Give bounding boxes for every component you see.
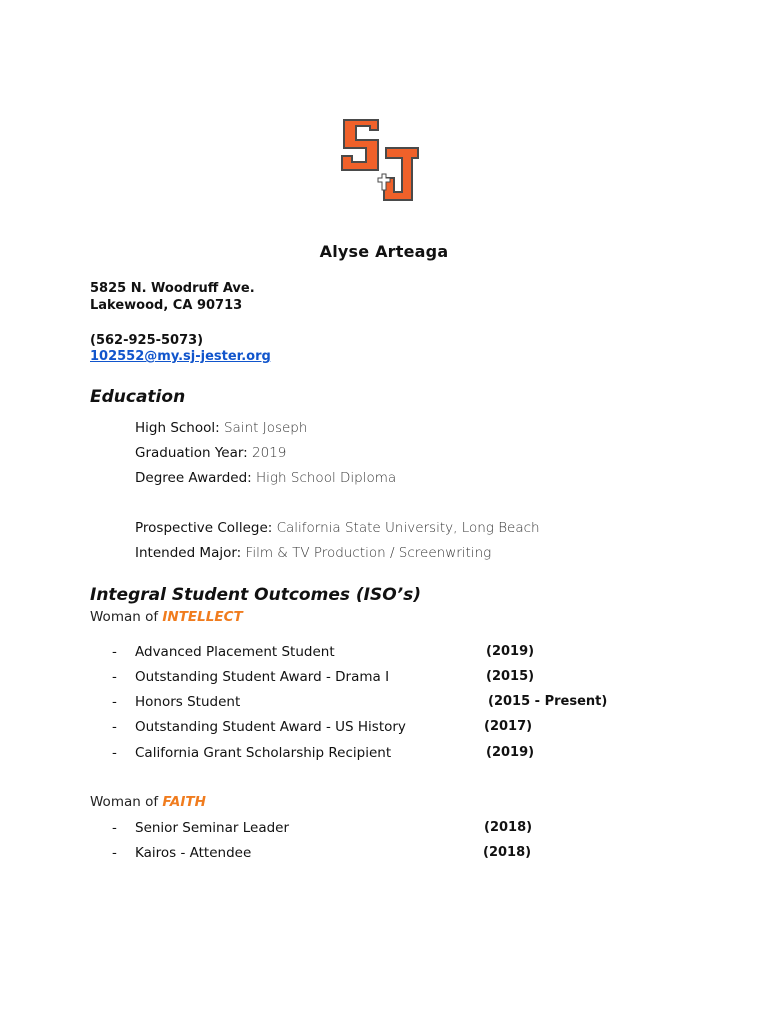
iso-heading: Integral Student Outcomes (ISO’s) (90, 585, 422, 605)
school-logo (312, 98, 454, 234)
email-link[interactable]: 102552@my.sj-jester.org (90, 349, 271, 364)
sj-logo-icon (312, 98, 454, 234)
subheading-prefix: Woman of (90, 794, 163, 810)
item-year: (2019) (486, 745, 535, 760)
item-text: California Grant Scholarship Recipient (135, 745, 392, 761)
item-year: (2015 - Present) (488, 694, 608, 709)
field-label: Prospective College: (135, 520, 273, 536)
bullet-dash: - (112, 719, 117, 735)
item-year: (2018) (484, 820, 533, 835)
bullet-dash: - (112, 669, 117, 685)
bullet-dash: - (112, 745, 117, 761)
field-value: 2019 (252, 445, 287, 461)
field-label: Degree Awarded: (135, 470, 252, 486)
student-name: Alyse Arteaga (319, 242, 449, 261)
address-line-1: 5825 N. Woodruff Ave. (90, 281, 255, 296)
bullet-dash: - (112, 694, 117, 710)
bullet-dash: - (112, 845, 117, 861)
education-field (135, 444, 286, 462)
education-field (135, 519, 540, 537)
education-field (135, 469, 396, 487)
address-line-2: Lakewood, CA 90713 (90, 298, 243, 313)
phone-number: (562-925-5073) (90, 333, 204, 348)
field-label: High School: (135, 420, 220, 436)
education-field (135, 419, 307, 437)
item-year: (2019) (486, 644, 535, 659)
item-text: Advanced Placement Student (135, 644, 335, 660)
subheading-keyword: FAITH (162, 794, 206, 810)
item-year: (2015) (486, 669, 535, 684)
education-heading: Education (90, 387, 186, 407)
bullet-dash: - (112, 644, 117, 660)
field-label: Intended Major: (135, 545, 242, 561)
education-field (135, 544, 491, 562)
field-value: High School Diploma (256, 470, 397, 486)
item-text: Honors Student (135, 694, 241, 710)
item-text: Senior Seminar Leader (135, 820, 290, 836)
item-text: Outstanding Student Award - Drama I (135, 669, 390, 685)
item-year: (2018) (483, 845, 532, 860)
item-text: Kairos - Attendee (135, 845, 252, 861)
field-value: Saint Joseph (223, 420, 308, 436)
subheading-prefix: Woman of (90, 609, 163, 625)
field-value: Film & TV Production / Screenwriting (245, 545, 492, 561)
bullet-dash: - (112, 820, 117, 836)
field-label: Graduation Year: (135, 445, 248, 461)
section-subheading-intellect (90, 609, 243, 625)
field-value: California State University, Long Beach (276, 520, 540, 536)
section-subheading-faith (90, 794, 206, 810)
item-year: (2017) (484, 719, 533, 734)
subheading-keyword: INTELLECT (162, 609, 243, 625)
item-text: Outstanding Student Award - US History (135, 719, 406, 735)
